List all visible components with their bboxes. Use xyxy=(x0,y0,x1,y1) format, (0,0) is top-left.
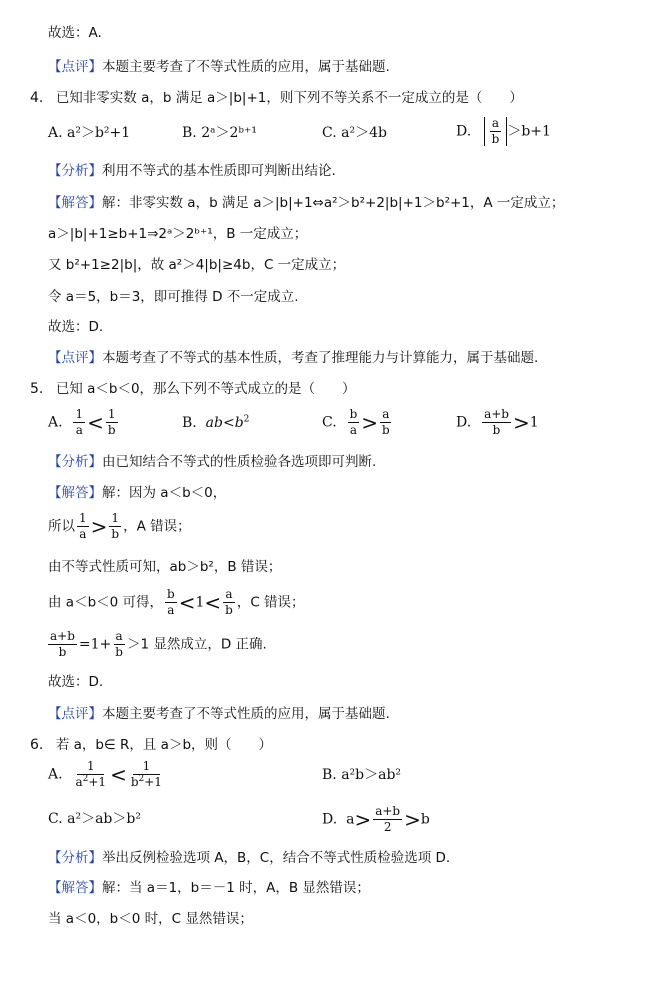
q5-option-d: D. $\frac{a+b}{b}$ >1 xyxy=(456,407,539,438)
analysis-text: 由已知结合不等式的性质检验各选项即可判断. xyxy=(102,454,377,470)
solution-text: 解：非零实数 a，b 满足 a＞|b|+1⇔a²＞b²+2|b|+1＞b²+1，A 一定成立； xyxy=(102,195,565,211)
analysis-tag: 【分析】 xyxy=(48,454,102,470)
q5-comment xyxy=(48,707,390,722)
solution-tag: 【解答】 xyxy=(48,880,102,896)
solution-text: ，C 错误； xyxy=(236,594,305,611)
q5-solution-4: 由 a＜b＜0 可得， $\frac{b}{a}$ <1< $\frac{a}{b}$ ，C 错误； xyxy=(48,587,305,618)
question-text: 已知非零实数 a，b 满足 a＞|b|+1，则下列不等关系不一定成立的是（ ） xyxy=(55,90,523,106)
comment-line xyxy=(48,60,390,75)
q6-option-c: C. a²＞ab＞b² xyxy=(48,811,141,827)
question-number: 4. xyxy=(30,90,44,106)
question-number: 6. xyxy=(30,737,44,753)
q5-solution-1 xyxy=(48,486,226,501)
solution-text: 解：当 a＝1，b＝－1 时，A，B 显然错误； xyxy=(102,880,370,896)
question-4 xyxy=(30,91,523,106)
solution-text: 所以 xyxy=(48,518,75,535)
option-tail: ＞b+1 xyxy=(507,123,551,140)
solution-text: 解：因为 a＜b＜0， xyxy=(102,485,227,501)
q4-solution-4: 令 a＝5，b＝3，即可推得 D 不一定成立. xyxy=(48,289,299,305)
q5-solution-2: 所以 $\frac{1}{a}$ > $\frac{1}{b}$ ，A 错误； xyxy=(48,511,191,542)
q4-solution-2: a＞|b|+1≥b+1⇒2ᵃ＞2ᵇ⁺¹，B 一定成立； xyxy=(48,226,308,242)
option-label: D. xyxy=(456,123,472,140)
solution-tag: 【解答】 xyxy=(48,195,102,211)
q6-option-d: D. a> $\frac{a+b}{2}$ >b xyxy=(322,804,430,835)
comment-text: 本题考查了不等式的基本性质，考查了推理能力与计算能力，属于基础题. xyxy=(102,350,539,366)
q4-option-d xyxy=(456,117,551,146)
solution-text: ＞1 显然成立，D 正确. xyxy=(126,636,267,653)
q6-option-b: B. a²b＞ab² xyxy=(322,767,402,783)
question-text: 若 a，b∈ R，且 a＞b，则（ ） xyxy=(55,737,273,753)
comment-tag: 【点评】 xyxy=(48,350,102,366)
q6-solution-2: 当 a＜0，b＜0 时，C 显然错误； xyxy=(48,911,253,927)
solution-text: 由 a＜b＜0 可得， xyxy=(48,594,164,611)
abs-fraction xyxy=(484,117,508,146)
q4-solution-3: 又 b²+1≥2|b|，故 a²＞4|b|≥4b，C 一定成立； xyxy=(48,257,346,273)
comment-text: 本题主要考查了不等式性质的应用，属于基础题. xyxy=(102,706,390,722)
q4-option-a: A. a²＞b²+1 xyxy=(48,125,131,141)
question-6 xyxy=(30,738,272,753)
analysis-tag: 【分析】 xyxy=(48,163,102,179)
q4-answer: 故选：D. xyxy=(48,319,104,335)
q6-option-a: A. $\frac{1}{a^2+1}$ < $\frac{1}{b^2+1}$ xyxy=(48,759,162,790)
q5-solution-3: 由不等式性质可知，ab＞b²，B 错误； xyxy=(48,559,282,575)
q4-solution-1 xyxy=(48,196,564,211)
comment-text: 本题主要考查了不等式性质的应用，属于基础题. xyxy=(102,59,390,75)
comment-tag: 【点评】 xyxy=(48,59,102,75)
question-text: 已知 a＜b＜0，那么下列不等式成立的是（ ） xyxy=(55,381,356,397)
q5-option-b: B. $ab<b^2$ xyxy=(182,414,250,431)
q5-analysis xyxy=(48,455,376,470)
q4-analysis xyxy=(48,164,336,179)
q4-comment xyxy=(48,351,538,366)
fraction-numerator: a xyxy=(490,117,501,132)
question-number: 5. xyxy=(30,381,44,397)
solution-tag: 【解答】 xyxy=(48,485,102,501)
q5-solution-5: $\frac{a+b}{b}$ =1+ $\frac{a}{b}$ ＞1 显然成立，D 正确. xyxy=(50,629,267,660)
q6-analysis xyxy=(48,851,450,866)
question-5 xyxy=(30,382,356,397)
answer-line: 故选：A. xyxy=(48,25,102,41)
analysis-text: 利用不等式的基本性质即可判断出结论. xyxy=(102,163,336,179)
q4-option-c: C. a²＞4b xyxy=(322,125,387,141)
analysis-text: 举出反例检验选项 A，B，C，结合不等式性质检验选项 D. xyxy=(102,850,451,866)
solution-text: ，A 错误； xyxy=(123,518,191,535)
q5-option-c: C. $\frac{b}{a}$ > $\frac{a}{b}$ xyxy=(322,407,390,438)
q4-option-b: B. 2ᵃ＞2ᵇ⁺¹ xyxy=(182,125,258,141)
comment-tag: 【点评】 xyxy=(48,706,102,722)
fraction-denominator: b xyxy=(491,132,500,147)
analysis-tag: 【分析】 xyxy=(48,850,102,866)
q5-option-a: A. $\frac{1}{a}$ < $\frac{1}{b}$ xyxy=(48,407,116,438)
q6-solution-1 xyxy=(48,881,370,896)
q5-answer: 故选：D. xyxy=(48,674,104,690)
